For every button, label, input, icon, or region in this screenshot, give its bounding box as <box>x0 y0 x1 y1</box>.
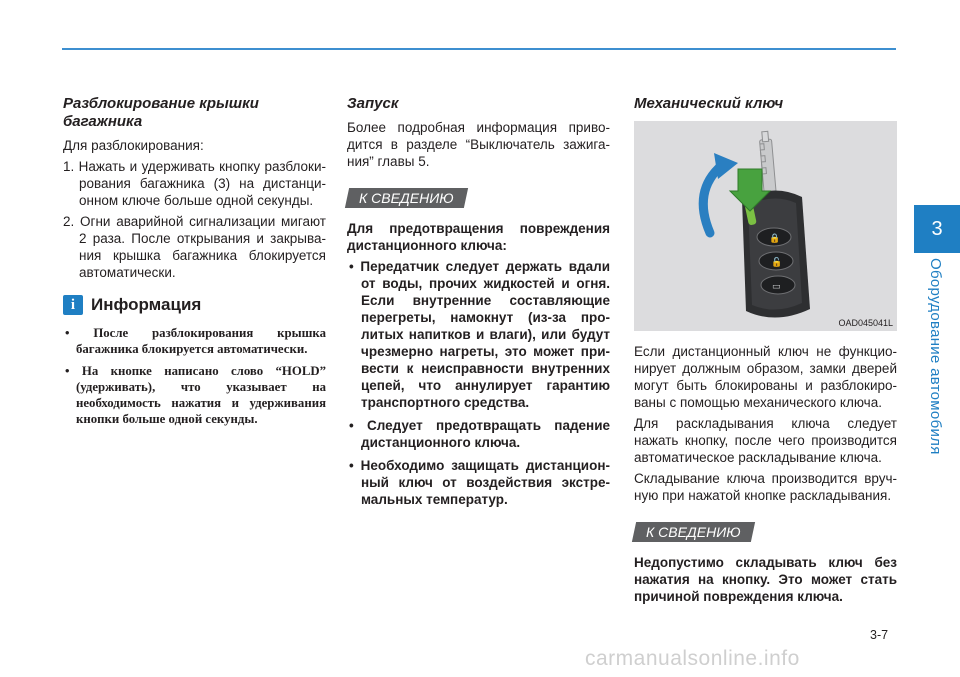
warn-item: • Передатчик следует держать вдали от воды, прочих жидкостей и огня. Если внутренние составляющие перегреты, намокнут (из-за про-литых напитков и влаги), или будут чрезмерно нагреты, это может при-вести к неисправности внутренних цепей, что аннулирует гарантию транспортного средства. <box>349 259 610 410</box>
info-item: • На кнопке написано слово “HOLD” (удерживать), что указывает на необходимость нажатия и удерживания кнопки больше одной секунды. <box>65 364 326 426</box>
svg-text:🔓: 🔓 <box>771 258 783 268</box>
info-icon: i <box>63 295 83 315</box>
info-list <box>63 325 326 427</box>
notice-badge: К СВЕДЕНИЮ <box>345 188 468 208</box>
trunk-step: 2. Огни аварийной сигнализации мигают 2 раза. После открывания и закрыва-ния крышка багажника блокируется автоматически. <box>63 214 326 280</box>
trunk-steps <box>63 158 326 281</box>
start-text: Более подробная информация приво-дится в разделе “Выключатель зажига-ния” главы 5. <box>347 120 610 169</box>
mech-warning: Недопустимо складывать ключ без нажатия на кнопку. Это может стать причиной повреждения ключа. <box>634 555 897 604</box>
heading-trunk-unlock: Разблокирование крышки багажника <box>63 95 259 130</box>
watermark: carmanualsonline.info <box>585 647 800 670</box>
info-item: • После разблокирования крышка багажника блокируется автоматически. <box>65 326 326 356</box>
svg-text:▭: ▭ <box>772 282 781 292</box>
figure-caption: OAD045041L <box>838 318 893 328</box>
column-trunk-unlock <box>63 95 326 433</box>
column-start <box>347 95 610 514</box>
mech-paragraph: Складывание ключа производится вруч-ную при нажатой кнопке раскладывания. <box>634 471 897 503</box>
key-illustration <box>634 121 897 331</box>
header-rule <box>62 48 896 50</box>
warn-list <box>347 258 610 508</box>
mech-paragraph: Если дистанционный ключ не функцио-нирует должным образом, замки дверей могут быть блокированы и разблокиро-ваны с помощью механического ключа. <box>634 344 897 410</box>
trunk-intro: Для разблокирования: <box>63 138 204 153</box>
svg-text:🔒: 🔒 <box>769 234 781 244</box>
notice-badge: К СВЕДЕНИЮ <box>632 522 755 542</box>
heading-mechanical-key: Механический ключ <box>634 95 784 112</box>
key-figure <box>634 121 897 331</box>
chapter-title: Оборудование автомобиля <box>927 258 944 455</box>
warn-intro: Для предотвращения повреждения дистанционного ключа: <box>347 221 610 253</box>
chapter-tab <box>914 205 960 253</box>
warn-item: • Следует предотвращать падение дистанционного ключа. <box>349 418 611 450</box>
info-header <box>63 295 326 315</box>
heading-start: Запуск <box>347 95 399 112</box>
info-title: Информация <box>91 295 202 314</box>
trunk-step: 1. Нажать и удерживать кнопку разблоки-рования багажника (3) на дистанци-онном ключе больше одной секунды. <box>63 159 326 208</box>
chapter-number: 3 <box>931 217 943 240</box>
page-number: 3-7 <box>870 628 889 642</box>
mech-paragraph: Для раскладывания ключа следует нажать кнопку, после чего производится автоматическое раскладывание ключа. <box>634 416 897 465</box>
warn-item: • Необходимо защищать дистанцион-ный ключ от воздействия экстре-мальных температур. <box>349 458 610 507</box>
column-mechanical-key <box>634 95 897 609</box>
